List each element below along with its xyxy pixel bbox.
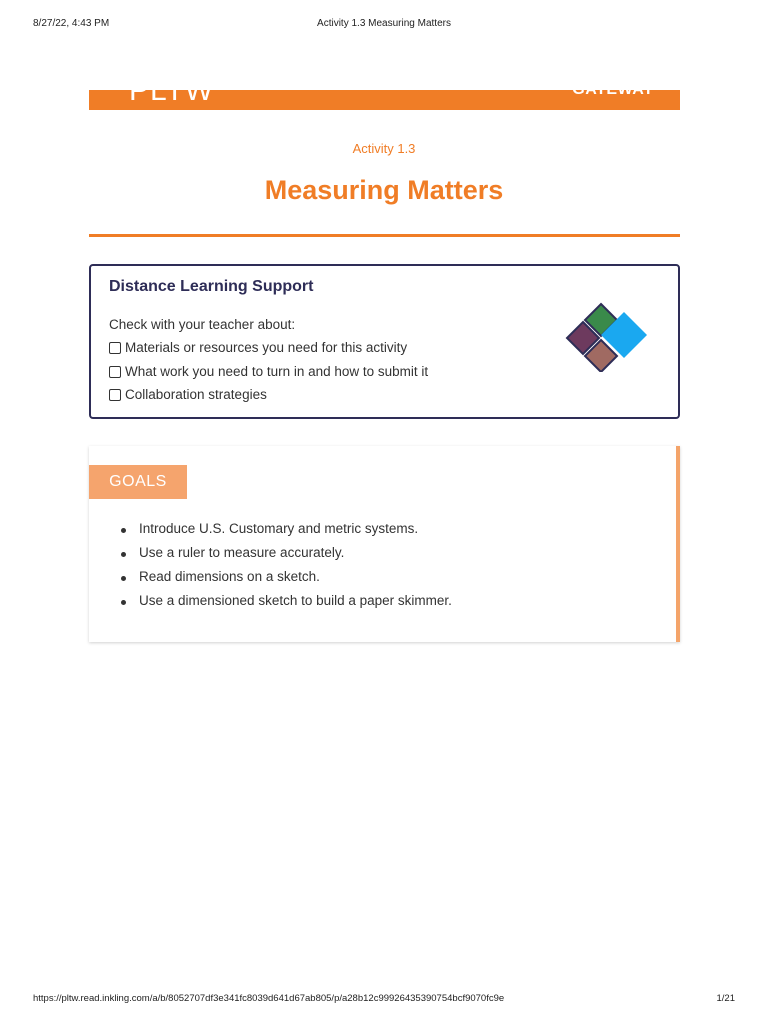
distance-learning-support-box (89, 264, 680, 419)
goals-card (89, 446, 680, 642)
print-datetime: 8/27/22, 4:43 PM (33, 18, 110, 29)
checklist-item-label: What work you need to turn in and how to submit it (125, 364, 429, 379)
goal-item: Use a ruler to measure accurately. (121, 545, 452, 569)
title-divider (89, 234, 680, 237)
support-intro: Check with your teacher about: (109, 317, 296, 332)
diamond-grid-logo-icon (565, 302, 651, 372)
support-checklist-item (109, 340, 407, 355)
page-indicator: 1/21 (716, 993, 735, 1004)
checkbox-icon[interactable] (109, 366, 121, 378)
goals-tab: GOALS (89, 465, 187, 499)
print-url: https://pltw.read.inkling.com/a/b/8052707df3e341fc8039d641d67ab805/p/a28b12c99926435390754bcf9070fc9e (33, 993, 505, 1004)
goal-item: Read dimensions on a sketch. (121, 569, 452, 593)
support-title: Distance Learning Support (109, 278, 314, 295)
page-title: Measuring Matters (264, 175, 504, 205)
support-checklist-item (109, 387, 267, 402)
goal-item: Introduce U.S. Customary and metric systems. (121, 521, 452, 545)
goals-list (121, 521, 452, 617)
checkbox-icon[interactable] (109, 389, 121, 401)
pltw-logo: PLTW (129, 74, 215, 107)
print-header (0, 14, 768, 34)
checklist-item-label: Materials or resources you need for this activity (125, 340, 408, 355)
checklist-item-label: Collaboration strategies (125, 387, 267, 402)
support-checklist-item (109, 364, 428, 379)
gateway-label: GATEWAY (572, 81, 654, 98)
print-footer (0, 990, 768, 1010)
activity-number: Activity 1.3 (352, 141, 416, 156)
pltw-banner (89, 72, 680, 110)
goal-item: Use a dimensioned sketch to build a paper skimmer. (121, 593, 452, 617)
print-page-title: Activity 1.3 Measuring Matters (317, 18, 451, 29)
checkbox-icon[interactable] (109, 342, 121, 354)
